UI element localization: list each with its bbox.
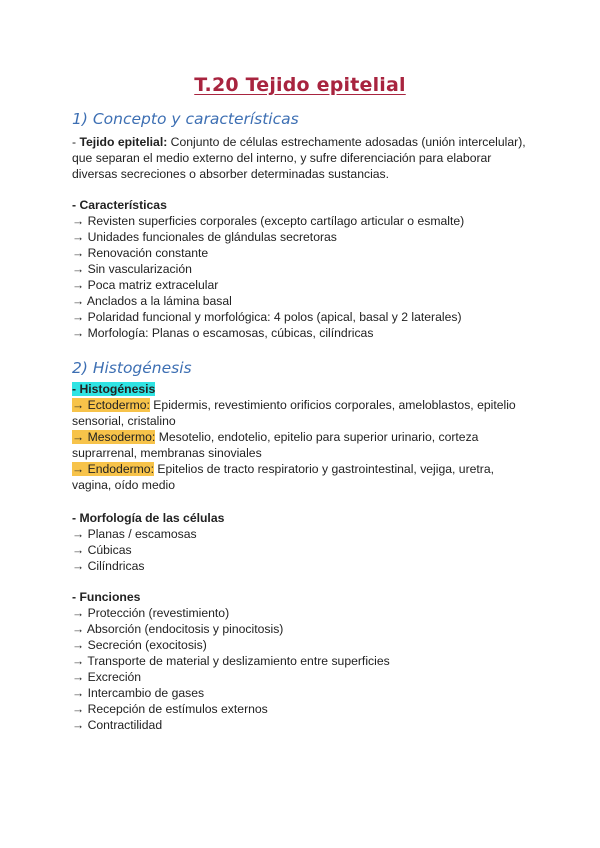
definition-paragraph	[72, 134, 542, 182]
functions-header: - Funciones	[72, 590, 141, 604]
list-item: → Renovación constante	[72, 246, 209, 260]
list-item: → Excreción	[72, 670, 142, 684]
histogenesis-list	[72, 381, 542, 493]
definition-line-1	[72, 134, 542, 150]
list-item: → Polaridad funcional y morfológica: 4 polos (apical, basal y 2 laterales)	[72, 310, 462, 324]
definition-term: Tejido epitelial:	[79, 135, 168, 149]
characteristics-header: - Características	[72, 198, 167, 212]
definition-line-3: diversas secreciones o absorber determinadas sustancias.	[72, 167, 390, 181]
list-item: → Cúbicas	[72, 543, 132, 557]
histogenesis-header: - Histogénesis	[72, 382, 156, 396]
list-item: → Poca matriz extracelular	[72, 278, 219, 292]
functions-list	[72, 589, 542, 733]
characteristics-list	[72, 197, 542, 341]
section-heading-histogenesis: 2) Histogénesis	[72, 359, 192, 377]
list-item: → Transporte de material y deslizamiento entre superficies	[72, 654, 390, 668]
section-heading-concepto: 1) Concepto y características	[72, 110, 299, 128]
ectodermo-line-1	[72, 397, 542, 413]
list-item: → Contractilidad	[72, 718, 163, 732]
list-item: → Absorción (endocitosis y pinocitosis)	[72, 622, 284, 636]
list-item: → Unidades funcionales de glándulas secretoras	[72, 230, 337, 244]
endodermo-line-1	[72, 461, 542, 477]
ectodermo-line-2: sensorial, cristalino	[72, 414, 176, 428]
list-item: → Secreción (exocitosis)	[72, 638, 207, 652]
list-item: → Anclados a la lámina basal	[72, 294, 232, 308]
definition-text-1: Conjunto de células estrechamente adosadas (unión intercelular),	[167, 135, 526, 149]
morphology-list	[72, 510, 542, 574]
endodermo-label: → Endodermo:	[72, 462, 154, 476]
mesodermo-text-1: Mesotelio, endotelio, epitelio para superior urinario, corteza	[155, 430, 479, 444]
list-item: → Morfología: Planas o escamosas, cúbicas, cilíndricas	[72, 326, 374, 340]
list-item: → Cilíndricas	[72, 559, 145, 573]
mesodermo-line-1	[72, 429, 542, 445]
ectodermo-text-1: Epidermis, revestimiento orificios corporales, ameloblastos, epitelio	[149, 398, 516, 412]
list-item: → Protección (revestimiento)	[72, 606, 230, 620]
histogenesis-header-line	[72, 381, 542, 397]
list-item: → Planas / escamosas	[72, 527, 197, 541]
list-item: → Revisten superficies corporales (excepto cartílago articular o esmalte)	[72, 214, 465, 228]
morphology-header: - Morfología de las células	[72, 511, 225, 525]
definition-prefix: -	[72, 135, 80, 149]
list-item: → Intercambio de gases	[72, 686, 205, 700]
page-title: T.20 Tejido epitelial	[194, 74, 406, 96]
list-item: → Recepción de estímulos externos	[72, 702, 268, 716]
mesodermo-label: → Mesodermo:	[72, 430, 156, 444]
definition-line-2: que separan el medio externo del interno, y sufre diferenciación para elaborar	[72, 151, 492, 165]
endodermo-text-1: Epitelios de tracto respiratorio y gastrointestinal, vejiga, uretra,	[153, 462, 495, 476]
ectodermo-label: → Ectodermo:	[72, 398, 150, 412]
endodermo-line-2: vagina, oído medio	[72, 478, 175, 492]
list-item: → Sin vascularización	[72, 262, 192, 276]
mesodermo-line-2: suprarrenal, membranas sinoviales	[72, 446, 262, 460]
